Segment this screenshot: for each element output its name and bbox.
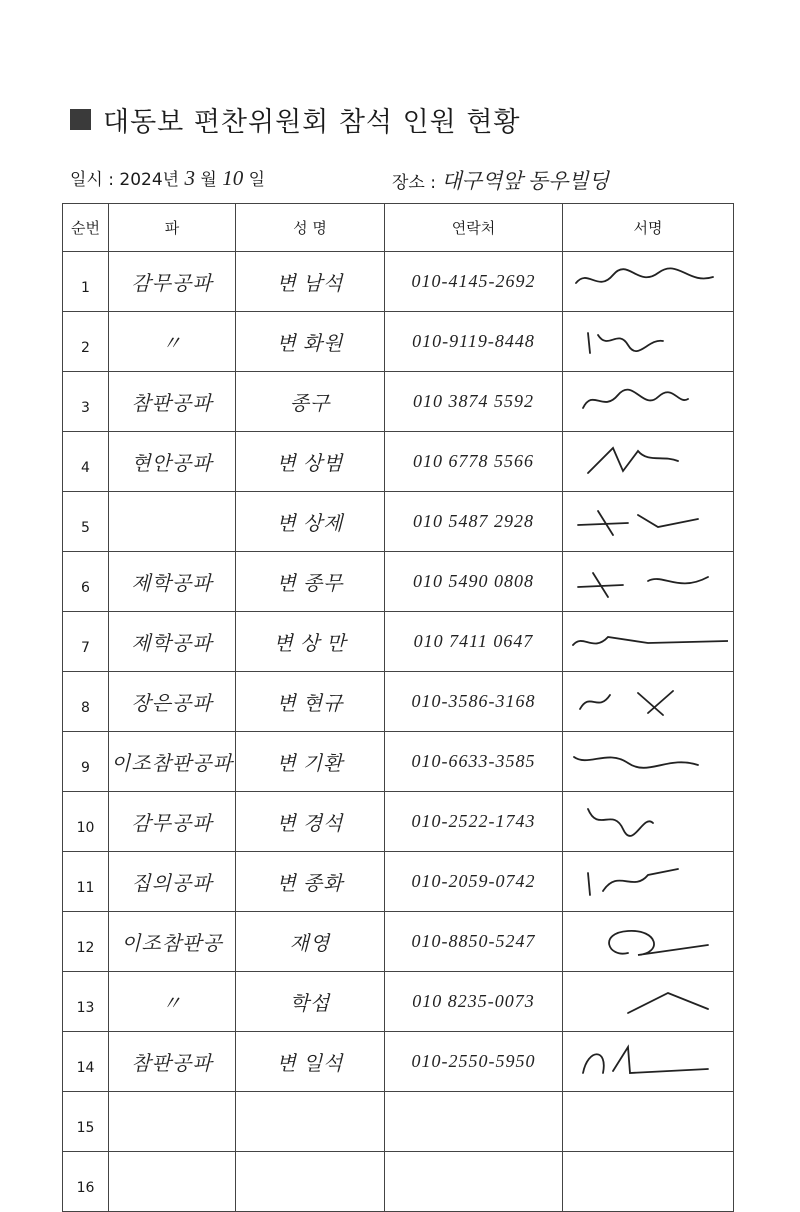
row-contact: 010-3586-3168	[385, 672, 563, 732]
table-row	[63, 912, 734, 972]
row-name: 재영	[236, 912, 385, 972]
row-name: 변 종무	[236, 552, 385, 612]
row-name: 변 경석	[236, 792, 385, 852]
row-name: 변 화원	[236, 312, 385, 372]
row-number: 15	[63, 1092, 109, 1152]
row-number: 1	[63, 252, 109, 312]
table-row	[63, 612, 734, 672]
row-name: 변 기환	[236, 732, 385, 792]
row-signature	[563, 732, 734, 792]
header-branch: 파	[109, 204, 236, 252]
row-number: 9	[63, 732, 109, 792]
table-body	[63, 252, 734, 1212]
row-signature	[563, 912, 734, 972]
row-number: 4	[63, 432, 109, 492]
place-value: 대구역앞 동우빌딩	[441, 169, 609, 193]
row-branch: 〃	[109, 312, 236, 372]
table-row	[63, 672, 734, 732]
date-label: 일시 : 2024년	[70, 170, 180, 190]
table-row	[63, 852, 734, 912]
table-row	[63, 972, 734, 1032]
signature-mark	[568, 443, 728, 481]
row-signature	[563, 432, 734, 492]
table-row	[63, 372, 734, 432]
row-signature	[563, 792, 734, 852]
signature-mark	[568, 263, 728, 301]
signature-mark	[568, 743, 728, 781]
row-signature	[563, 492, 734, 552]
row-number: 5	[63, 492, 109, 552]
row-number: 7	[63, 612, 109, 672]
table-row	[63, 552, 734, 612]
header-contact: 연락처	[385, 204, 563, 252]
row-signature	[563, 1032, 734, 1092]
row-contact: 010-2550-5950	[385, 1032, 563, 1092]
table-row	[63, 492, 734, 552]
row-contact: 010-2522-1743	[385, 792, 563, 852]
row-name: 변 상제	[236, 492, 385, 552]
table-row	[63, 432, 734, 492]
row-contact: 010-8850-5247	[385, 912, 563, 972]
row-number: 14	[63, 1032, 109, 1092]
row-branch: 감무공파	[109, 252, 236, 312]
table-row	[63, 1092, 734, 1152]
row-signature	[563, 612, 734, 672]
row-number: 8	[63, 672, 109, 732]
row-branch: 이조참판공파	[109, 732, 236, 792]
document-title-text: 대동보 편찬위원회 참석 인원 현황	[103, 107, 521, 138]
signature-mark	[568, 383, 728, 421]
table-row	[63, 732, 734, 792]
row-branch: 제학공파	[109, 612, 236, 672]
row-branch	[109, 1152, 236, 1212]
header-name: 성 명	[236, 204, 385, 252]
row-signature	[563, 552, 734, 612]
row-contact: 010-6633-3585	[385, 732, 563, 792]
date-day: 10	[222, 166, 244, 190]
row-branch: 〃	[109, 972, 236, 1032]
row-signature	[563, 672, 734, 732]
row-number: 3	[63, 372, 109, 432]
row-contact: 010 6778 5566	[385, 432, 563, 492]
row-signature	[563, 972, 734, 1032]
document-title	[70, 100, 520, 139]
row-branch: 제학공파	[109, 552, 236, 612]
row-number: 16	[63, 1152, 109, 1212]
row-contact: 010 5487 2928	[385, 492, 563, 552]
attendance-table	[62, 203, 734, 1212]
row-contact: 010 5490 0808	[385, 552, 563, 612]
signature-mark	[568, 323, 728, 361]
row-number: 6	[63, 552, 109, 612]
date-month-unit: 월	[200, 170, 217, 190]
signature-mark	[568, 503, 728, 541]
row-number: 12	[63, 912, 109, 972]
table-row	[63, 252, 734, 312]
place-label: 장소 :	[392, 173, 436, 193]
row-number: 13	[63, 972, 109, 1032]
signature-mark	[568, 923, 728, 961]
date-day-unit: 일	[248, 170, 266, 190]
row-name: 변 상 만	[236, 612, 385, 672]
row-number: 10	[63, 792, 109, 852]
date-month: 3	[184, 166, 195, 190]
row-branch: 현안공파	[109, 432, 236, 492]
row-number: 11	[63, 852, 109, 912]
row-contact: 010-9119-8448	[385, 312, 563, 372]
row-contact: 010-2059-0742	[385, 852, 563, 912]
row-branch: 집의공파	[109, 852, 236, 912]
row-signature	[563, 252, 734, 312]
row-name: 변 종화	[236, 852, 385, 912]
row-signature	[563, 1152, 734, 1212]
row-contact	[385, 1152, 563, 1212]
row-name	[236, 1152, 385, 1212]
row-name: 변 남석	[236, 252, 385, 312]
row-branch: 장은공파	[109, 672, 236, 732]
row-branch	[109, 492, 236, 552]
row-branch: 감무공파	[109, 792, 236, 852]
signature-mark	[568, 683, 728, 721]
row-signature	[563, 312, 734, 372]
table-row	[63, 1032, 734, 1092]
row-name: 변 현규	[236, 672, 385, 732]
row-contact: 010-4145-2692	[385, 252, 563, 312]
row-branch	[109, 1092, 236, 1152]
row-branch: 이조참판공	[109, 912, 236, 972]
row-contact: 010 7411 0647	[385, 612, 563, 672]
signature-mark	[568, 803, 728, 841]
table-row	[63, 1152, 734, 1212]
row-contact	[385, 1092, 563, 1152]
table-row	[63, 312, 734, 372]
row-name: 변 일석	[236, 1032, 385, 1092]
signature-mark	[568, 563, 728, 601]
signature-mark	[568, 623, 728, 661]
signature-mark	[568, 1043, 728, 1081]
row-branch: 참판공파	[109, 372, 236, 432]
row-contact: 010 3874 5592	[385, 372, 563, 432]
signature-mark	[568, 863, 728, 901]
place-line	[392, 165, 609, 195]
row-number: 2	[63, 312, 109, 372]
signature-mark	[568, 983, 728, 1021]
row-name: 변 상범	[236, 432, 385, 492]
row-name: 종구	[236, 372, 385, 432]
row-signature	[563, 852, 734, 912]
table-row	[63, 792, 734, 852]
header-signature: 서명	[563, 204, 734, 252]
title-square-icon	[70, 109, 91, 130]
row-signature	[563, 372, 734, 432]
row-branch: 참판공파	[109, 1032, 236, 1092]
table-header-row	[63, 204, 734, 252]
row-name: 학섭	[236, 972, 385, 1032]
header-number: 순번	[63, 204, 109, 252]
row-signature	[563, 1092, 734, 1152]
row-contact: 010 8235-0073	[385, 972, 563, 1032]
date-line	[70, 165, 265, 191]
row-name	[236, 1092, 385, 1152]
